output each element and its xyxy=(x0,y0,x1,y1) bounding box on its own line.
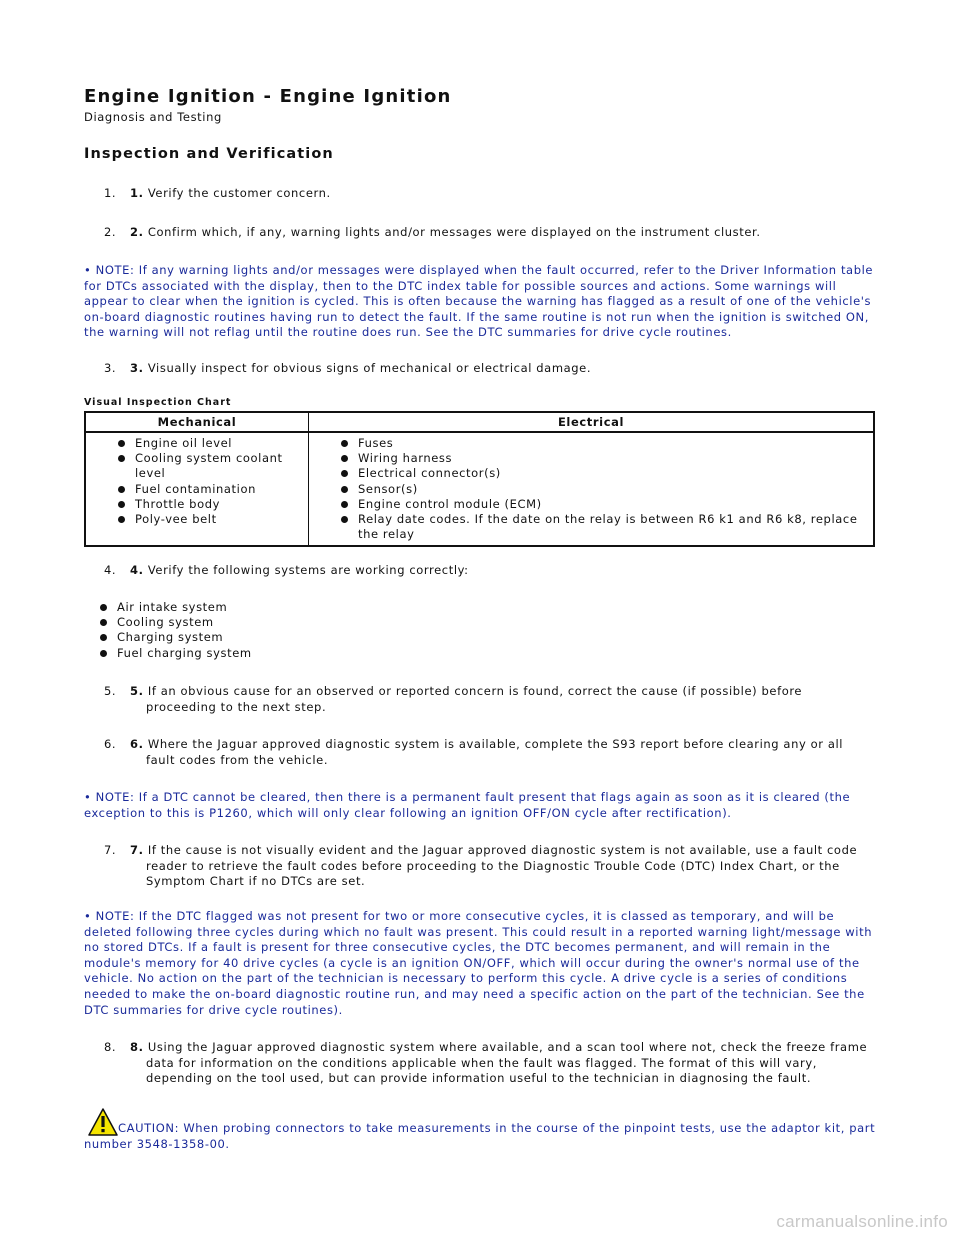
step-bold-number: 8. xyxy=(130,1040,144,1054)
step-number: 8. xyxy=(104,1040,117,1054)
mechanical-list xyxy=(86,436,308,527)
step-number: 1. xyxy=(104,186,117,200)
step-8 xyxy=(84,1040,876,1087)
note-dtc-cannot-clear: • NOTE: If a DTC cannot be cleared, then there is a permanent fault present that flags again as soon as it is cleared (the exception to this is P1260, which will only clear following an ignition OFF/ON cycle after rectification). xyxy=(84,790,851,820)
electrical-cell xyxy=(309,432,875,546)
list-item: Electrical connector(s) xyxy=(341,466,859,481)
step-text: Where the Jaguar approved diagnostic system is available, complete the S93 report before clearing any or all fault codes from the vehicle. xyxy=(146,737,844,767)
step-bold-number: 2. xyxy=(130,225,144,239)
visual-inspection-table xyxy=(84,411,875,547)
step-bold-number: 5. xyxy=(130,684,144,698)
list-item: Engine control module (ECM) xyxy=(341,497,859,512)
caution-text: CAUTION: When probing connectors to take measurements in the course of the pinpoint tests, use the adaptor kit, part number 3548-1358-00. xyxy=(84,1121,876,1151)
list-item: Fuses xyxy=(341,436,859,451)
bullet-icon xyxy=(118,440,125,447)
step-number: 4. xyxy=(104,563,117,577)
step-6 xyxy=(84,737,876,768)
warning-triangle-icon xyxy=(88,1108,118,1136)
column-header-mechanical: Mechanical xyxy=(85,412,309,432)
list-item: Cooling system coolant level xyxy=(118,451,308,481)
list-item: Sensor(s) xyxy=(341,482,859,497)
bullet-icon xyxy=(341,501,348,508)
step-text: If the cause is not visually evident and the Jaguar approved diagnostic system is not available, use a fault code reader to retrieve the fault codes before proceeding to the Diagnostic Trouble Code (DTC) Index Chart, or the Symptom Chart if no DTCs are set. xyxy=(146,843,858,888)
bullet-icon xyxy=(100,619,107,626)
step-1 xyxy=(84,186,876,202)
bullet-icon xyxy=(341,470,348,477)
list-item: Fuel contamination xyxy=(118,482,308,497)
page-subtitle: Diagnosis and Testing xyxy=(84,110,222,124)
list-item: Engine oil level xyxy=(118,436,308,451)
step-bold-number: 4. xyxy=(130,563,144,577)
bullet-icon xyxy=(100,650,107,657)
chart-title: Visual Inspection Chart xyxy=(84,397,232,408)
list-item: Air intake system xyxy=(100,600,252,615)
systems-list-block xyxy=(84,600,252,661)
page-title: Engine Ignition - Engine Ignition xyxy=(84,86,452,107)
note-dtc-temporary: • NOTE: If the DTC flagged was not present for two or more consecutive cycles, it is classed as temporary, and will be deleted following three cycles during which no fault was present. This could result in a reported warning light/message with no stored DTCs. If a fault is present for three consecutive cycles, the DTC becomes permanent, and will remain in the module's memory for 40 drive cycles (a cycle is an ignition ON/OFF, which will occur during the owner's normal use of the vehicle. No action on the part of the technician is necessary to perform this cycle. A drive cycle is a series of conditions needed to make the on-board diagnostic routine run, and may need a specific action on the part of the technician. See the DTC summaries for drive cycle routines). xyxy=(84,909,873,1017)
list-item: Cooling system xyxy=(100,615,252,630)
bullet-icon xyxy=(118,516,125,523)
step-bold-number: 3. xyxy=(130,361,144,375)
step-bold-number: 7. xyxy=(130,843,144,857)
electrical-list xyxy=(309,436,873,542)
bullet-icon xyxy=(118,455,125,462)
list-item: Charging system xyxy=(100,630,252,645)
list-item: Wiring harness xyxy=(341,451,859,466)
bullet-icon xyxy=(341,486,348,493)
step-number: 7. xyxy=(104,843,117,857)
bullet-icon xyxy=(100,604,107,611)
step-bold-number: 6. xyxy=(130,737,144,751)
step-number: 3. xyxy=(104,361,117,375)
step-number: 5. xyxy=(104,684,117,698)
step-text: Verify the following systems are working correctly: xyxy=(147,563,469,577)
step-text: If an obvious cause for an observed or reported concern is found, correct the cause (if possible) before proceeding to the next step. xyxy=(146,684,803,714)
step-number: 6. xyxy=(104,737,117,751)
step-bold-number: 1. xyxy=(130,186,144,200)
step-text: Verify the customer concern. xyxy=(147,186,331,200)
step-number: 2. xyxy=(104,225,117,239)
caution-block xyxy=(84,1108,876,1152)
list-item: Relay date codes. If the date on the relay is between R6 k1 and R6 k8, replace the relay xyxy=(341,512,859,542)
bullet-icon xyxy=(341,516,348,523)
mechanical-cell xyxy=(85,432,309,546)
bullet-icon xyxy=(118,501,125,508)
systems-list xyxy=(84,600,252,661)
column-header-electrical: Electrical xyxy=(309,412,875,432)
step-text: Visually inspect for obvious signs of mechanical or electrical damage. xyxy=(147,361,592,375)
step-3 xyxy=(84,361,876,377)
list-item: Poly-vee belt xyxy=(118,512,308,527)
bullet-icon xyxy=(341,440,348,447)
step-5 xyxy=(84,684,876,715)
list-item: Throttle body xyxy=(118,497,308,512)
note-warning-lights: • NOTE: If any warning lights and/or messages were displayed when the fault occurred, refer to the Driver Information table for DTCs associated with the display, then to the DTC index table for possible sources and actions. Some warnings will appear to clear when the ignition is cycled. This is often because the warning has flagged as a result of one of the vehicle's on-board diagnostic routines having run to detect the fault. If the same routine is not run when the ignition is switched ON, the warning will not reflag until the routine does run. See the DTC summaries for drive cycle routines. xyxy=(84,263,874,340)
section-title: Inspection and Verification xyxy=(84,146,334,162)
bullet-icon xyxy=(100,634,107,641)
bullet-icon xyxy=(341,455,348,462)
step-text: Confirm which, if any, warning lights and/or messages were displayed on the instrument cluster. xyxy=(147,225,761,239)
step-4 xyxy=(84,563,876,579)
watermark: carmanualsonline.info xyxy=(776,1212,948,1231)
step-text: Using the Jaguar approved diagnostic system where available, and a scan tool where not, check the freeze frame data for information on the conditions applicable when the fault was flagged. The format of this will vary, depending on the tool used, but can provide information useful to the technician in diagnosing the fault. xyxy=(146,1040,868,1085)
step-7 xyxy=(84,843,876,890)
bullet-icon xyxy=(118,486,125,493)
list-item: Fuel charging system xyxy=(100,646,252,661)
step-2 xyxy=(84,225,876,241)
